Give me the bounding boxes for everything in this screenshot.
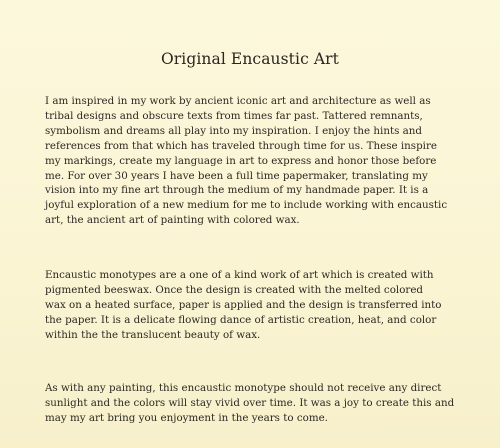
paragraph-care — [45, 381, 470, 426]
text-line: may my art bring you enjoyment in the years to come. — [45, 411, 328, 424]
text-line: wax on a heated surface, paper is applied and the design is transferred into — [45, 298, 442, 311]
paragraph-monotypes — [45, 268, 470, 343]
paragraph-inspiration — [45, 94, 470, 228]
text-line: As with any painting, this encaustic monotype should not receive any direct — [45, 382, 442, 394]
text-line: tribal designs and obscure texts from times far past. Tattered remnants, — [45, 109, 423, 122]
text-line: art, the ancient art of painting with colored wax. — [45, 214, 300, 227]
text-line: joyful exploration of a new medium for me to include working with encaustic — [45, 199, 448, 212]
text-line: within the the translucent beauty of wax. — [45, 328, 261, 341]
text-line: sunlight and the colors will stay vivid over time. It was a joy to create this and — [45, 396, 455, 409]
text-line: I am inspired in my work by ancient iconic art and architecture as well as — [45, 95, 431, 107]
document-title: Original Encaustic Art — [160, 50, 340, 68]
text-line: symbolism and dreams all play into my inspiration. I enjoy the hints and — [45, 124, 423, 137]
text-line: references from that which has traveled through time for us. These inspire — [45, 139, 437, 152]
text-line: vision into my fine art through the medium of my handmade paper. It is a — [45, 184, 429, 197]
text-line: me. For over 30 years I have been a full time papermaker, translating my — [45, 169, 428, 182]
text-line: pigmented beeswax. Once the design is created with the melted colored — [45, 283, 423, 296]
text-line: the paper. It is a delicate flowing dance of artistic creation, heat, and color — [45, 313, 437, 326]
text-line: Encaustic monotypes are a one of a kind work of art which is created with — [45, 269, 434, 281]
text-line: my markings, create my language in art to express and honor those before — [45, 154, 437, 167]
